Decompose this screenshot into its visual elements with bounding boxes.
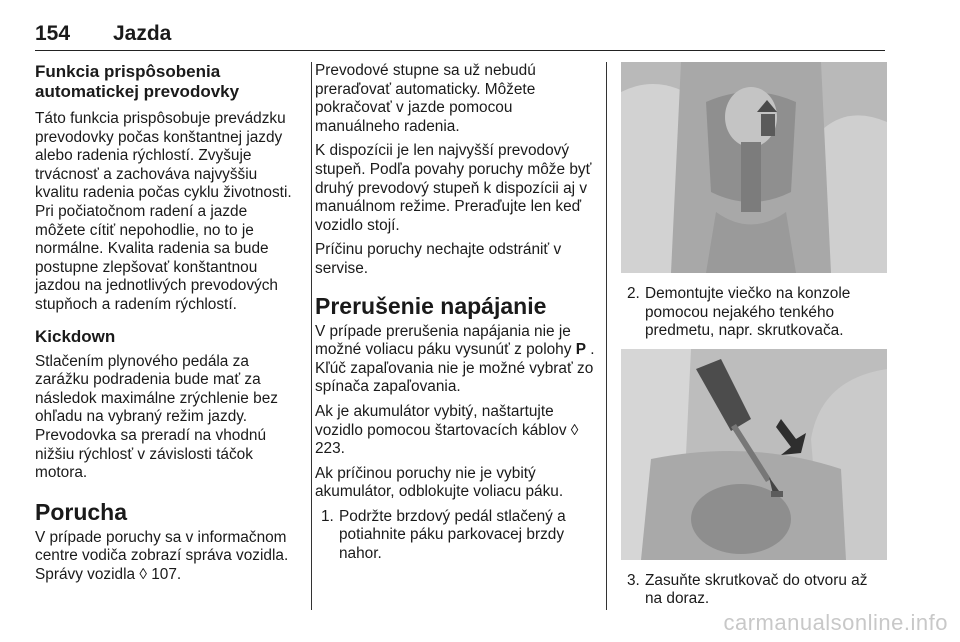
- list-item: [621, 572, 887, 609]
- step-text: Podržte brzdový pedál stlačený a potiahnite páku parkovacej brzdy nahor.: [339, 507, 566, 563]
- gear-position-p: P: [575, 341, 586, 359]
- column-divider: [311, 62, 312, 610]
- gear-lever-illustration: [621, 62, 887, 273]
- column-divider: [606, 62, 607, 610]
- section-heading-adaptation: Funkcia prispôsobenia automatickej prevodovky: [35, 62, 240, 101]
- paragraph: Stlačením plynového pedála za zarážku podradenia bude mať za následok maximálne zrýchlenie bez ohľadu na vybraný režim jazdy. Prevodovka sa preradí na vhodnú nižšiu rýchlosť v závislosti táčok motora.: [35, 352, 278, 482]
- paragraph: K dispozícii je len najvyšší prevodový stupeň. Podľa povahy poruchy môže byť druhý prevodový stupeň k dispozícii aj v manuálnom režime. Preraďujte len keď vozidlo stojí.: [315, 142, 592, 234]
- watermark-text: carmanualsonline.info: [723, 610, 948, 635]
- steps-list: [621, 572, 887, 609]
- column-1: [35, 62, 297, 590]
- column-3: [621, 62, 887, 615]
- paragraph: Príčinu poruchy nechajte odstrániť v servise.: [315, 241, 562, 277]
- list-item: [315, 508, 595, 564]
- list-item: [621, 285, 887, 341]
- page-header: [35, 20, 885, 51]
- screwdriver-illustration: [621, 349, 887, 560]
- text-span: . Kľúč zapaľovania nie je možné vybrať zo spínača zapaľovania.: [315, 341, 595, 396]
- text-span: V prípade prerušenia napájania nie je možné voliacu páku vysunúť z polohy: [315, 322, 576, 359]
- chapter-title: Jazda: [113, 22, 172, 45]
- gear-lever-drawing: [621, 62, 887, 273]
- page-number: 154: [35, 22, 71, 45]
- step-number: 2.: [627, 285, 640, 302]
- paragraph: [315, 323, 595, 397]
- column-2: [315, 62, 595, 570]
- paragraph: Táto funkcia prispôsobuje prevádzku prevodovky počas konštantnej jazdy alebo radenia rýchlostí. Zvyšuje trvácnosť a zachováva najvyššiu kvalitu radenia počas cyklu životnosti. Pri počiatočnom radení a jazde môžete cítiť nepohodlie, no to je normálne. Kvalita radenia sa bude postupne zlepšovať konštantnou jazdou na jednotlivých prevodových stupňoch a radením rýchlostí.: [35, 110, 292, 313]
- steps-list: [315, 508, 595, 564]
- step-text: Zasuňte skrutkovač do otvoru až na doraz.: [645, 571, 868, 608]
- section-heading-failure: Porucha: [35, 498, 128, 525]
- step-number: 1.: [321, 507, 334, 525]
- screwdriver-drawing: [621, 349, 887, 560]
- paragraph: Ak je akumulátor vybitý, naštartujte vozidlo pomocou štartovacích káblov ◊ 223.: [315, 402, 579, 458]
- steps-list: [621, 285, 887, 341]
- step-text: Demontujte viečko na konzole pomocou nejakého tenkého predmetu, napr. skrutkovača.: [645, 285, 851, 340]
- section-heading-power-interruption: Prerušenie napájanie: [315, 292, 547, 319]
- paragraph: V prípade poruchy sa v informačnom centre vodiča zobrazí správa vozidla. Správy vozidla ◊ 107.: [35, 528, 289, 583]
- paragraph: Ak príčinou poruchy nie je vybitý akumulátor, odblokujte voliacu páku.: [315, 464, 564, 501]
- section-heading-kickdown: Kickdown: [35, 326, 116, 346]
- step-number: 3.: [627, 571, 640, 589]
- paragraph: Prevodové stupne sa už nebudú preraďovať automaticky. Môžete pokračovať v jazde pomocou manuálneho radenia.: [315, 62, 536, 135]
